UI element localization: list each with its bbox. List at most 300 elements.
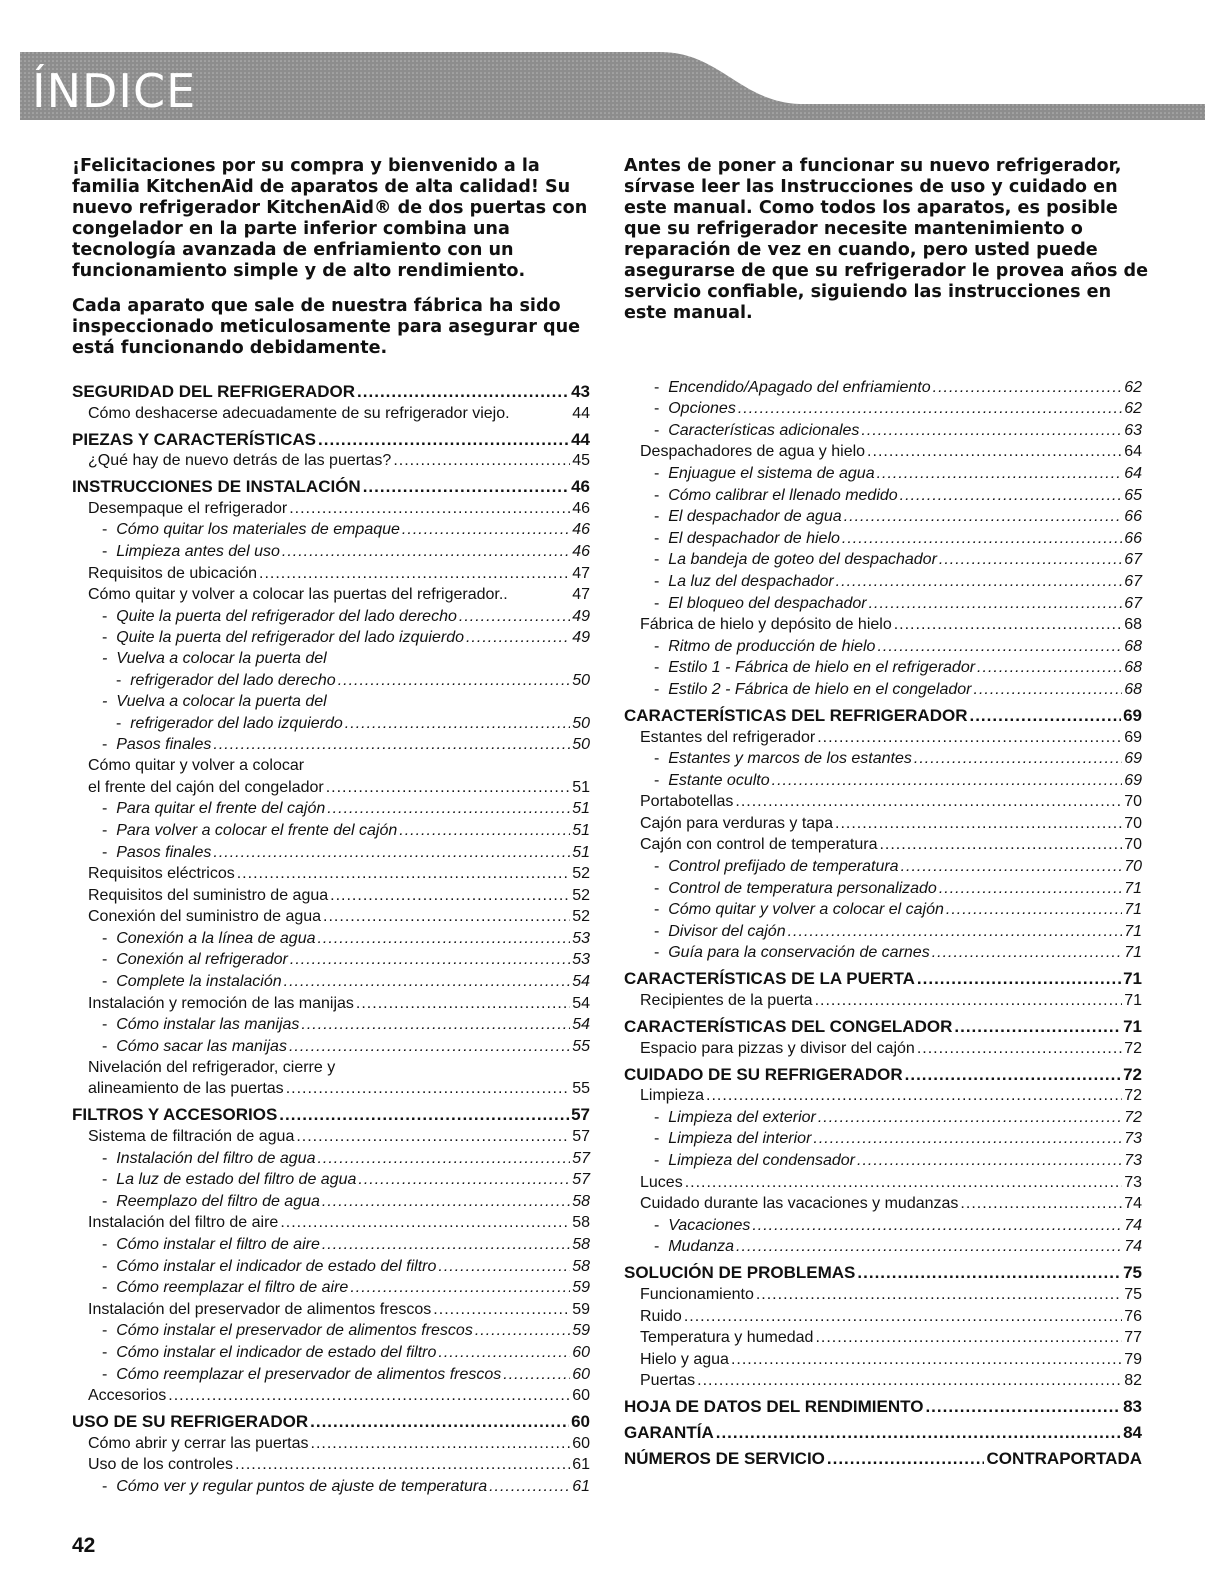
toc-entry [72, 1125, 590, 1147]
toc-entry-page: 57 [571, 1105, 590, 1125]
dot-leader [322, 1191, 570, 1212]
toc-entry [624, 419, 1142, 441]
toc-entry-title: - refrigerador del lado derecho [116, 670, 336, 691]
toc-entry-page: 60 [572, 1343, 590, 1361]
dot-leader [317, 928, 570, 949]
toc-entry [72, 841, 590, 863]
toc-section-heading [624, 966, 1142, 989]
toc-section-heading [624, 1014, 1142, 1037]
toc-entry-title: - Cómo sacar las manijas [102, 1036, 287, 1057]
dot-leader [489, 1476, 570, 1497]
toc-entry-page: 72 [1123, 1064, 1142, 1084]
toc-entry-title: - Quite la puerta del refrigerador del lado izquierdo [102, 627, 464, 648]
toc-entry [624, 791, 1142, 813]
toc-entry [624, 398, 1142, 420]
dot-leader [815, 990, 1123, 1011]
toc-entry [624, 527, 1142, 549]
toc-entry-page: 52 [572, 908, 590, 926]
toc-entry-title: - Cómo calibrar el llenado medido [654, 485, 898, 506]
toc-entry [72, 1385, 590, 1407]
toc-entry [624, 989, 1142, 1011]
toc-entry-page: 71 [1124, 901, 1142, 919]
toc-entry-page: 58 [572, 1257, 590, 1275]
toc-entry-page: 49 [572, 607, 590, 625]
toc-entry-title: Accesorios [88, 1387, 167, 1405]
dot-leader [289, 498, 570, 519]
toc-entry [624, 748, 1142, 770]
dot-leader [330, 885, 570, 906]
dot-leader [213, 734, 570, 755]
toc-entry-page: 69 [1123, 705, 1142, 725]
dot-leader [857, 1150, 1122, 1171]
toc-entry [624, 812, 1142, 834]
dot-leader [459, 606, 570, 627]
toc-entry-title: - Limpieza del exterior [654, 1107, 816, 1128]
toc-entry [72, 863, 590, 885]
dot-leader [815, 1327, 1122, 1348]
toc-entry-title: - Cómo quitar los materiales de empaque [102, 519, 400, 540]
toc-section-heading [72, 474, 590, 497]
dot-leader [939, 878, 1122, 899]
toc-entry-page: 71 [1124, 992, 1142, 1010]
dot-leader [894, 614, 1122, 635]
dot-leader [235, 1454, 570, 1475]
toc-entry [72, 1255, 590, 1277]
dot-leader [869, 593, 1123, 614]
toc-entry-title: Sistema de filtración de agua [88, 1128, 295, 1146]
toc-section-heading [624, 1394, 1142, 1417]
toc-entry-title: Instalación y remoción de las manijas [88, 994, 354, 1012]
toc-entry-page: 73 [1124, 1173, 1142, 1191]
toc-entry-page: 46 [572, 521, 590, 539]
toc-entry [72, 1341, 590, 1363]
toc-entry-title: - Mudanza [654, 1236, 734, 1257]
toc-entry-title: - Conexión a la línea de agua [102, 928, 315, 949]
toc-section-heading [72, 1409, 590, 1432]
intro-paragraph: Cada aparato que sale de nuestra fábrica ha sido inspeccionado meticulosamente para asegurar que está funcionando debidamente. [72, 296, 581, 358]
toc-entry-page: 83 [1123, 1397, 1142, 1417]
toc-entry-title: - Cómo quitar y volver a colocar el cajón [654, 899, 944, 920]
toc-entry-title: Requisitos del suministro de agua [88, 886, 329, 904]
dot-leader [735, 791, 1122, 812]
header-band-shape [20, 52, 1205, 120]
toc-entry [72, 519, 590, 541]
toc-entry [624, 899, 1142, 921]
toc-entry [624, 1037, 1142, 1059]
toc-entry-title: Estantes del refrigerador [640, 728, 816, 746]
toc-entry-page: 72 [1124, 1039, 1142, 1057]
toc-entry-title: CARACTERÍSTICAS DEL REFRIGERADOR [624, 705, 968, 725]
dot-leader [290, 949, 570, 970]
toc-entry [624, 506, 1142, 528]
toc-entry-title: SOLUCIÓN DE PROBLEMAS [624, 1263, 856, 1283]
toc-entry [624, 1214, 1142, 1236]
toc-section-heading [624, 1260, 1142, 1283]
toc-entry-page: 68 [1124, 637, 1142, 655]
toc-entry [72, 1233, 590, 1255]
toc-entry [72, 562, 590, 584]
toc-entry-title: Despachadores de agua y hielo [640, 443, 866, 461]
toc-entry-title: - Encendido/Apagado del enfriamiento [654, 377, 931, 398]
toc-entry-page: 66 [1124, 508, 1142, 526]
dot-leader [960, 1193, 1122, 1214]
toc-entry-title: Hielo y agua [640, 1350, 729, 1368]
dot-leader [697, 1370, 1122, 1391]
toc-entry-title: - La bandeja de goteo del despachador [654, 549, 937, 570]
page-number: 42 [72, 1534, 96, 1557]
intro-right [624, 156, 1154, 338]
toc-entry-page: 57 [572, 1149, 590, 1167]
toc-entry [72, 1320, 590, 1342]
toc-entry-page: 66 [1124, 529, 1142, 547]
toc-entry [624, 614, 1142, 636]
toc-entry-title: Ruido [640, 1307, 682, 1325]
toc-entry-title: Funcionamiento [640, 1285, 754, 1303]
toc-entry-title: GARANTÍA [624, 1423, 714, 1443]
toc-entry-title: - Cómo reemplazar el filtro de aire [102, 1277, 348, 1298]
dot-leader [318, 429, 569, 450]
dot-leader [438, 1342, 570, 1363]
toc-entry [624, 942, 1142, 964]
toc-entry [72, 1363, 590, 1385]
dot-leader [946, 899, 1122, 920]
toc-entry [624, 592, 1142, 614]
toc-entry [72, 627, 590, 649]
dot-leader [932, 942, 1123, 963]
toc-entry-title: HOJA DE DATOS DEL RENDIMIENTO [624, 1397, 924, 1417]
toc-entry [72, 1298, 590, 1320]
toc-entry-page: 57 [572, 1171, 590, 1189]
toc-entry-page: 49 [572, 629, 590, 647]
toc-entry [624, 462, 1142, 484]
dot-leader [345, 713, 570, 734]
toc-entry-page: 60 [571, 1412, 590, 1432]
toc-entry [72, 927, 590, 949]
toc-entry-title: - Reemplazo del filtro de agua [102, 1191, 320, 1212]
toc-entry-title: - Estilo 1 - Fábrica de hielo en el refrigerador [654, 657, 975, 678]
dot-leader [788, 921, 1123, 942]
toc-entry-title: - Limpieza antes del uso [102, 541, 280, 562]
toc-entry [72, 1454, 590, 1476]
toc-entry-title: CARACTERÍSTICAS DEL CONGELADOR [624, 1017, 953, 1037]
toc-entry-page: 71 [1124, 944, 1142, 962]
dot-leader [867, 441, 1122, 462]
toc-entry-title: - Para volver a colocar el frente del cajón [102, 820, 397, 841]
toc-entry [624, 877, 1142, 899]
toc-entry-page: 44 [571, 429, 590, 449]
toc-entry-title: - refrigerador del lado izquierdo [116, 713, 343, 734]
dot-leader [879, 834, 1122, 855]
toc-entry-page: 68 [1124, 659, 1142, 677]
toc-entry-title: el frente del cajón del congelador [88, 778, 324, 796]
intro-paragraph: Antes de poner a funcionar su nuevo refrigerador, sírvase leer las Instrucciones de uso y cuidado en este manual. Como todos los aparatos, es posible que su refrigerador necesite mantenimiento o reparación de vez en cuando, pero usted puede asegurarse de que su refrigerador le provea años de servicio confiable, siguiendo las instrucciones en este manual. [624, 156, 1149, 323]
dot-leader [901, 856, 1123, 877]
toc-entry-page: 65 [1124, 486, 1142, 504]
dot-leader [818, 1107, 1122, 1128]
toc-entry-page: 59 [572, 1322, 590, 1340]
toc-entry [624, 376, 1142, 398]
toc-entry-page: 54 [572, 994, 590, 1012]
dot-leader [977, 657, 1122, 678]
toc-entry-title: FILTROS Y ACCESORIOS [72, 1105, 278, 1125]
header-band [20, 52, 1205, 120]
dot-leader [706, 1085, 1122, 1106]
toc-entry [72, 1035, 590, 1057]
toc-entry-title: - Control de temperatura personalizado [654, 878, 937, 899]
dot-leader [466, 627, 570, 648]
toc-entry-page: 82 [1124, 1372, 1142, 1390]
toc-entry-title: Limpieza [640, 1087, 705, 1105]
toc-entry [72, 497, 590, 519]
toc-entry-page: 60 [572, 1434, 590, 1452]
toc-entry-page: 60 [572, 1387, 590, 1405]
toc-entry-title: - Enjuague el sistema de agua [654, 463, 875, 484]
toc-entry [72, 1277, 590, 1299]
dot-leader [685, 1172, 1123, 1193]
dot-leader [736, 1236, 1122, 1257]
toc-entry [624, 1149, 1142, 1171]
toc-entry [72, 450, 590, 472]
dot-leader [877, 636, 1122, 657]
toc-entry-title: Vuelva a colocar la puerta del [116, 692, 327, 710]
dot-leader [363, 476, 569, 497]
toc-entry [72, 949, 590, 971]
toc-entry-title: - Estilo 2 - Fábrica de hielo en el congelador [654, 679, 972, 700]
toc-entry-title: - Cómo instalar las manijas [102, 1014, 299, 1035]
toc-entry-page: 84 [1123, 1423, 1142, 1443]
dot-leader [684, 1306, 1122, 1327]
toc-entry-title: - Limpieza del condensador [654, 1150, 855, 1171]
dot-leader [356, 993, 570, 1014]
toc-entry-page: 47 [572, 564, 590, 582]
toc-entry-page: 58 [572, 1214, 590, 1232]
toc-entry-page: 58 [572, 1192, 590, 1210]
toc-entry-page: 55 [572, 1037, 590, 1055]
toc-entry-title: - Para quitar el frente del cajón [102, 798, 325, 819]
dot-leader [296, 1126, 570, 1147]
toc-entry [624, 657, 1142, 679]
toc-entry-title: Nivelación del refrigerador, cierre y [88, 1058, 336, 1076]
toc-entry-title: CUIDADO DE SU REFRIGERADOR [624, 1064, 903, 1084]
toc-entry-title: Cómo abrir y cerrar las puertas [88, 1434, 309, 1452]
toc-entry-title: Conexión del suministro de agua [88, 908, 322, 926]
toc-entry-page: 43 [571, 382, 590, 401]
toc-entry: - Vuelva a colocar la puerta del - refrigerador del lado derecho ..... 50 [72, 648, 590, 691]
toc-entry-page: 74 [1124, 1216, 1142, 1234]
toc-entry [624, 1305, 1142, 1327]
toc-entry [72, 1432, 590, 1454]
toc-entry [72, 755, 590, 798]
dot-leader [280, 1212, 570, 1233]
dot-leader [358, 1169, 570, 1190]
toc-entry-page: 64 [1124, 464, 1142, 482]
toc-entry-page: 79 [1124, 1350, 1142, 1368]
dot-leader [836, 571, 1123, 592]
toc-entry-page: 61 [572, 1477, 590, 1495]
toc-entry [624, 1171, 1142, 1193]
dot-leader [813, 1128, 1122, 1149]
dot-leader [503, 1364, 570, 1385]
toc-entry-page: 70 [1124, 836, 1142, 854]
toc-entry-page: 57 [572, 1128, 590, 1146]
dot-leader [969, 705, 1121, 726]
dot-leader [842, 528, 1122, 549]
toc-entry-page: 46 [571, 477, 590, 497]
dot-leader [350, 1277, 570, 1298]
toc-entry-title: NÚMEROS DE SERVICIO [624, 1449, 825, 1469]
toc-entry-page: 70 [1124, 793, 1142, 811]
toc-entry-title: Portabotellas [640, 793, 734, 811]
toc-entry [624, 1236, 1142, 1258]
toc-entry [72, 1212, 590, 1234]
dot-leader [716, 1422, 1121, 1443]
toc-entry-page: 70 [1124, 858, 1142, 876]
dot-leader [857, 1262, 1121, 1283]
toc-entry [72, 1169, 590, 1191]
dot-leader [311, 1433, 571, 1454]
toc-entry [624, 1348, 1142, 1370]
toc-entry-title: - Guía para la conservación de carnes [654, 942, 930, 963]
dot-leader [168, 1385, 570, 1406]
toc-entry-title: - El despachador de agua [654, 506, 842, 527]
dot-leader [213, 842, 570, 863]
toc-entry [624, 1085, 1142, 1107]
toc-entry-page: 50 [572, 736, 590, 754]
toc-entry-title: CARACTERÍSTICAS DE LA PUERTA [624, 969, 915, 989]
toc-entry-page: 52 [572, 886, 590, 904]
toc-entry-page: 53 [572, 929, 590, 947]
toc-entry [72, 1475, 590, 1497]
toc-entry-title: Puertas [640, 1372, 696, 1390]
toc-entry-page: 73 [1124, 1130, 1142, 1148]
toc-entry-title: - Estante oculto [654, 770, 770, 791]
toc-entry-title: - El bloqueo del despachador [654, 593, 867, 614]
dot-leader [323, 906, 570, 927]
dot-leader [905, 1064, 1121, 1085]
dot-leader [286, 1078, 571, 1099]
toc-entry-title: - Instalación del filtro de agua [102, 1148, 315, 1169]
dot-leader [357, 381, 569, 402]
toc-entry-page: 67 [1124, 551, 1142, 569]
toc-entry [624, 855, 1142, 877]
toc-entry-page: 73 [1124, 1152, 1142, 1169]
toc-entry [72, 884, 590, 906]
dot-leader [756, 1284, 1122, 1305]
toc-entry-title: alineamiento de las puertas [88, 1080, 284, 1098]
toc-entry-title: - Complete la instalación [102, 971, 282, 992]
toc-entry-title: Temperatura y humedad [640, 1329, 814, 1347]
toc-entry-page: CONTRAPORTADA [986, 1449, 1142, 1469]
toc-entry-title: Requisitos de ubicación [88, 564, 257, 582]
dot-leader [817, 727, 1122, 748]
toc-entry [72, 798, 590, 820]
toc-entry-page: 51 [572, 800, 590, 818]
dot-leader [827, 1448, 985, 1469]
toc-entry-title: ¿Qué hay de nuevo detrás de las puertas? [88, 452, 392, 470]
toc-entry [624, 769, 1142, 791]
toc-entry [624, 1283, 1142, 1305]
dot-leader [310, 1411, 569, 1432]
toc-entry [624, 726, 1142, 748]
toc-section-heading [624, 703, 1142, 726]
toc-entry-title: INSTRUCCIONES DE INSTALACIÓN [72, 477, 361, 497]
intro-paragraph: ¡Felicitaciones por su compra y bienvenido a la familia KitchenAid de aparatos de alta calidad! Su nuevo refrigerador KitchenAid® de dos puertas con congelador en la parte inferior combina una tecnología avanzada de enfriamiento con un funcionamiento simple y de alto rendimiento. [72, 156, 588, 281]
dot-leader [731, 1349, 1122, 1370]
toc-entry-page: 71 [1123, 969, 1142, 989]
toc-entry-page: 69 [1124, 750, 1142, 768]
toc-entry-page: 76 [1124, 1307, 1142, 1325]
dot-leader [259, 563, 570, 584]
toc-entry-page: 45 [572, 452, 590, 470]
toc-entry-title: - Divisor del cajón [654, 921, 786, 942]
toc-entry-title: Cuidado durante las vacaciones y mudanzas [640, 1195, 959, 1213]
toc-entry [72, 584, 590, 606]
dot-leader [900, 485, 1123, 506]
toc-entry-title: Recipientes de la puerta [640, 992, 813, 1010]
toc-entry-title: - Vacaciones [654, 1215, 750, 1236]
toc-entry-page: 68 [1124, 616, 1142, 634]
dot-leader [974, 679, 1123, 700]
dot-leader [433, 1299, 570, 1320]
toc-entry-title: - Cómo reemplazar el preservador de alimentos frescos [102, 1364, 501, 1385]
toc-entry-title: - Opciones [654, 398, 736, 419]
toc-entry-page: 60 [572, 1365, 590, 1383]
toc-entry-title: - La luz del despachador [654, 571, 834, 592]
toc-entry [72, 1014, 590, 1036]
toc-entry [72, 819, 590, 841]
toc-entry-page: 50 [572, 671, 590, 689]
toc-entry-page: 71 [1124, 922, 1142, 940]
toc-entry-page: 46 [572, 542, 590, 560]
toc-entry-title: - Estantes y marcos de los estantes [654, 748, 912, 769]
toc-left-column [72, 376, 590, 1497]
dot-leader [284, 971, 571, 992]
toc-entry [624, 635, 1142, 657]
toc-entry-page: 77 [1124, 1329, 1142, 1347]
toc-entry-title: - Cómo instalar el filtro de aire [102, 1234, 320, 1255]
toc-entry-title: Cómo deshacerse adecuadamente de su refrigerador viejo. [88, 404, 510, 422]
toc-entry-page: 74 [1124, 1195, 1142, 1213]
toc-entry [72, 734, 590, 756]
toc-entry-page: 70 [1124, 814, 1142, 832]
toc-entry [72, 1057, 590, 1100]
dot-leader [282, 541, 570, 562]
toc-entry-page: 67 [1124, 594, 1142, 612]
toc-entry-title: Requisitos eléctricos [88, 865, 235, 883]
toc-entry-title: Cómo quitar y volver a colocar [88, 757, 305, 775]
dot-leader [917, 968, 1121, 989]
dot-leader [338, 670, 571, 691]
toc-entry-page: 52 [572, 865, 590, 883]
toc-entry-page: 75 [1123, 1263, 1142, 1283]
toc-entry-page: 74 [1124, 1238, 1142, 1256]
toc-entry-page: 72 [1124, 1087, 1142, 1105]
toc-entry-page: 50 [572, 714, 590, 732]
toc-section-heading [72, 379, 590, 402]
toc-entry-title: Instalación del preservador de alimentos frescos [88, 1300, 432, 1318]
toc-entry-page: 53 [572, 951, 590, 969]
dot-leader [917, 1038, 1122, 1059]
toc-entry-title: - La luz de estado del filtro de agua [102, 1169, 356, 1190]
toc-entry-page: 59 [572, 1279, 590, 1297]
toc-entry-page: 62 [1124, 400, 1142, 418]
toc-entry-page: 47 [572, 586, 590, 604]
toc-entry [72, 402, 590, 424]
toc-entry-title: Espacio para pizzas y divisor del cajón [640, 1039, 915, 1057]
toc-entry-page: 54 [572, 1016, 590, 1034]
dot-leader [752, 1215, 1122, 1236]
toc-entry-page: 58 [572, 1236, 590, 1253]
